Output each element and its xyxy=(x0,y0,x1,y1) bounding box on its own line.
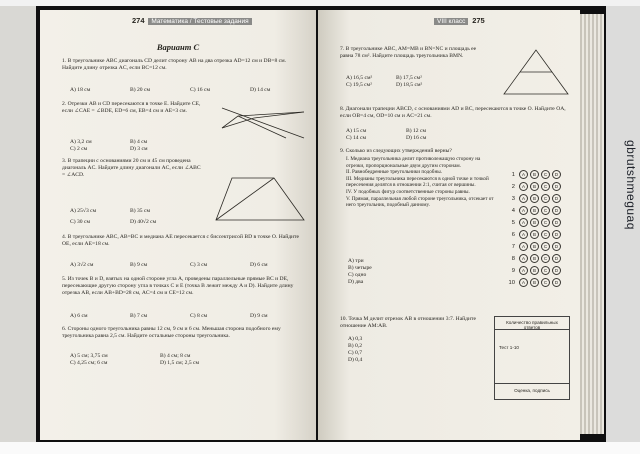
problem-4 xyxy=(62,234,306,248)
problem-9-answer-c: C) одно xyxy=(348,272,367,278)
bubble-7-b[interactable]: B xyxy=(530,242,539,251)
problem-4-text: 4. В треугольнике ABC, AB=BC и медиана AE пересекается с биссектрисой BD в точке O. Найдите OE, если AE=18 см. xyxy=(62,234,299,248)
problem-3-answer-c: C) 30 см xyxy=(70,219,91,225)
problem-1-answer-d: D) 14 см xyxy=(250,87,271,93)
problem-10-text: 10. Точка M делит отрезок AB в отношении 3:7. Найдите отношение AM:AB. xyxy=(340,316,476,330)
bubble-4-c[interactable]: C xyxy=(541,206,550,215)
bubble-row-9 xyxy=(506,266,561,275)
problem-2-answer-c: C) 2 см xyxy=(70,146,88,152)
bubble-row-number: 8 xyxy=(511,255,515,262)
figure-crossing-segments xyxy=(216,100,312,146)
bubble-1-c[interactable]: C xyxy=(541,170,550,179)
bubble-row-1 xyxy=(506,170,561,179)
bubble-row-number: 1 xyxy=(511,171,515,178)
bubble-9-c[interactable]: C xyxy=(541,266,550,275)
problem-3-answer-a: A) 25√3 см xyxy=(70,208,97,214)
problem-5-answer-a: A) 6 см xyxy=(70,313,88,319)
problem-7-answer-b: B) 17,5 см² xyxy=(396,75,422,81)
statement-3: III. Медианы треугольника пересекаются в одной точке и точкой пересечения делятся в отношении 2:1, считая от вершины. xyxy=(346,175,489,189)
problem-1-answer-b: B) 20 см xyxy=(130,87,151,93)
problem-2-text: 2. Отрезки AB и CD пересекаются в точке E. Найдите CE, если ∠CAE = ∠BDE, ED=6 см, EB=4 см и AE=3 см. xyxy=(62,101,201,115)
bubble-row-number: 4 xyxy=(511,207,515,214)
figure-trapezoid xyxy=(208,168,312,228)
problem-3-text: 3. В трапеции с основаниями 20 см и 45 см проведена диагональ AC. Найдите длину диагонали AC, если ∠ABC = ∠ACD. xyxy=(62,158,201,179)
bubble-row-number: 5 xyxy=(511,219,515,226)
problem-10-answer-d: D) 0,4 xyxy=(348,357,363,363)
problem-10-answer-c: C) 0,7 xyxy=(348,350,362,356)
problem-5-answer-d: D) 9 см xyxy=(250,313,268,319)
bubble-10-d[interactable]: D xyxy=(552,278,561,287)
problem-3-answer-b: B) 35 см xyxy=(130,208,151,214)
bubble-2-a[interactable]: A xyxy=(519,182,528,191)
bubble-10-c[interactable]: C xyxy=(541,278,550,287)
problem-7-answer-d: D) 18,5 см² xyxy=(396,82,423,88)
problem-4-answer-d: D) 6 см xyxy=(250,262,268,268)
problem-1-text: 1. В треугольнике ABC диагональ CD делит сторону AB на два отрезка AD=12 см и DB=8 см. Найдите длину отрезка AC, если BC=12 см. xyxy=(62,58,287,72)
problem-3-answer-d: D) 40√2 см xyxy=(130,219,157,225)
bubble-4-d[interactable]: D xyxy=(552,206,561,215)
problem-4-answer-b: B) 9 см xyxy=(130,262,148,268)
problem-4-answer-a: A) 3√2 см xyxy=(70,262,94,268)
bubble-10-b[interactable]: B xyxy=(530,278,539,287)
bubble-7-c[interactable]: C xyxy=(541,242,550,251)
problem-8-answer-c: C) 14 см xyxy=(346,135,367,141)
bubble-1-d[interactable]: D xyxy=(552,170,561,179)
bubble-row-number: 7 xyxy=(511,243,515,250)
bubble-5-d[interactable]: D xyxy=(552,218,561,227)
problem-6-answer-a: A) 5 см; 3,75 см xyxy=(70,353,108,359)
problem-3 xyxy=(62,158,202,180)
bubble-row-number: 6 xyxy=(511,231,515,238)
grade-box-divider-bottom xyxy=(495,383,569,384)
problem-1 xyxy=(62,58,306,72)
bubble-5-c[interactable]: C xyxy=(541,218,550,227)
right-header-band: VIII класс xyxy=(434,18,468,25)
problem-7-text: 7. В треугольнике ABC, AM=MB и BN=NC и площадь ее равна 78 см². Найдите площадь треугольника BMN. xyxy=(340,46,477,60)
bubble-7-a[interactable]: A xyxy=(519,242,528,251)
problem-9-answer-d: D) два xyxy=(348,279,364,285)
problem-8-answer-b: B) 12 см xyxy=(406,128,427,134)
problem-9-statements xyxy=(346,156,496,209)
problem-1-answer-a: A) 18 см xyxy=(70,87,91,93)
problem-2-answer-a: A) 3,2 см xyxy=(70,139,92,145)
problem-4-answer-c: C) 3 см xyxy=(190,262,208,268)
left-running-header xyxy=(132,16,254,25)
problem-10 xyxy=(340,316,490,330)
problem-2-answer-b: B) 4 см xyxy=(130,139,148,145)
bubble-2-d[interactable]: D xyxy=(552,182,561,191)
problem-8-text: 8. Диагонали трапеции ABCD, с основаниями AD и BC, пересекаются в точке O. Найдите OA, если OB=4 см, OD=10 см и AC=21 см. xyxy=(340,106,566,120)
bubble-row-number: 3 xyxy=(511,195,515,202)
problem-6-answer-c: C) 4,25 см; 6 см xyxy=(70,360,108,366)
problem-5-answer-b: B) 7 см xyxy=(130,313,148,319)
grade-box-title: Количество правильных ответов xyxy=(506,320,558,330)
problem-10-answer-a: A) 0,3 xyxy=(348,336,363,342)
variant-title: Вариант С xyxy=(156,42,200,52)
problem-10-answer-b: B) 0,2 xyxy=(348,343,362,349)
problem-8-answer-d: D) 16 см xyxy=(406,135,427,141)
bubble-row-8 xyxy=(506,254,561,263)
bubble-3-c[interactable]: C xyxy=(541,194,550,203)
right-running-header xyxy=(432,16,485,25)
table-surface-left xyxy=(0,6,36,442)
left-page xyxy=(40,10,316,440)
problem-7-answer-c: C) 19,5 см² xyxy=(346,82,372,88)
bubble-5-a[interactable]: A xyxy=(519,218,528,227)
problem-9-answer-b: B) четыре xyxy=(348,265,372,271)
bubble-2-c[interactable]: C xyxy=(541,182,550,191)
bubble-6-a[interactable]: A xyxy=(519,230,528,239)
statement-4: IV. У подобных фигур соответственные стороны равны. xyxy=(346,188,470,195)
statement-2: II. Равнобедренные треугольники подобны. xyxy=(346,169,442,176)
right-page xyxy=(318,10,580,440)
left-page-number: 274 xyxy=(132,16,145,25)
problem-8-answer-a: A) 15 см xyxy=(346,128,367,134)
statement-5: V. Прямая, параллельная любой стороне треугольника, отсекает от него треугольник, подобный данному. xyxy=(346,195,494,209)
bubble-row-number: 10 xyxy=(508,279,515,286)
problem-6 xyxy=(62,326,306,340)
grade-box-divider xyxy=(495,329,569,330)
problem-2-answer-d: D) 3 см xyxy=(130,146,148,152)
bubble-row-3 xyxy=(506,194,561,203)
problem-8 xyxy=(340,106,572,120)
right-page-number: 275 xyxy=(472,16,485,25)
bubble-1-a[interactable]: A xyxy=(519,170,528,179)
bubble-row-5 xyxy=(506,218,561,227)
bubble-row-number: 2 xyxy=(511,183,515,190)
bubble-row-7 xyxy=(506,242,561,251)
grade-box-footer: Оценка, подпись xyxy=(514,388,550,393)
left-header-band: Математика / Тестовые задания xyxy=(148,18,251,25)
bubble-row-number: 9 xyxy=(511,267,515,274)
grade-box xyxy=(494,316,570,400)
bubble-4-b[interactable]: B xyxy=(530,206,539,215)
problem-7 xyxy=(340,46,490,60)
bubble-2-b[interactable]: B xyxy=(530,182,539,191)
bubble-1-b[interactable]: B xyxy=(530,170,539,179)
bubble-5-b[interactable]: B xyxy=(530,218,539,227)
bubble-row-4 xyxy=(506,206,561,215)
problem-2 xyxy=(62,101,212,115)
problem-9-answer-a: A) три xyxy=(348,258,364,264)
problem-9-text: 9. Сколько из следующих утверждений верны? xyxy=(340,148,452,154)
problem-5-text: 5. Из точек B и D, взятых на одной стороне угла A, проведены параллельные прямые BC и DE, пересекающие другую сторону угла в точках C и E (точка B лежит между A и D). Найдите длину отрезка AB, если AB+BD=28 см, AC=4 см и CE=12 см. xyxy=(62,276,294,297)
bubble-7-d[interactable]: D xyxy=(552,242,561,251)
problem-6-answer-b: B) 4 см; 8 см xyxy=(160,353,191,359)
statement-1: I. Медиана треугольника делит противолежащую сторону на отрезки, пропорциональные двум другим сторонам. xyxy=(346,156,481,169)
bubble-9-b[interactable]: B xyxy=(530,266,539,275)
figure-triangle-midline xyxy=(498,44,574,100)
bubble-3-a[interactable]: A xyxy=(519,194,528,203)
problem-9 xyxy=(340,148,500,155)
bubble-9-d[interactable]: D xyxy=(552,266,561,275)
bubble-3-b[interactable]: B xyxy=(530,194,539,203)
side-text: gbrutshmeguaq xyxy=(624,140,638,230)
problem-6-text: 6. Стороны одного треугольника равны 12 см, 9 см и 6 см. Меньшая сторона подобного ему треугольника равна 2,5 см. Найдите остальные стороны треугольника. xyxy=(62,326,281,340)
bottom-bar xyxy=(0,442,640,454)
bubble-9-a[interactable]: A xyxy=(519,266,528,275)
bubble-8-a[interactable]: A xyxy=(519,254,528,263)
bubble-10-a[interactable]: A xyxy=(519,278,528,287)
grade-box-test-label: Тест 1-10 xyxy=(499,345,519,350)
problem-6-answer-d: D) 1,5 см; 2,5 см xyxy=(160,360,200,366)
bubble-8-d[interactable]: D xyxy=(552,254,561,263)
top-bar xyxy=(0,0,640,6)
problem-1-answer-c: C) 16 см xyxy=(190,87,211,93)
bubble-4-a[interactable]: A xyxy=(519,206,528,215)
bubble-6-c[interactable]: C xyxy=(541,230,550,239)
bubble-row-6 xyxy=(506,230,561,239)
bubble-row-10 xyxy=(506,278,561,287)
problem-7-answer-a: A) 16,5 см² xyxy=(346,75,373,81)
bubble-3-d[interactable]: D xyxy=(552,194,561,203)
problem-5 xyxy=(62,276,306,298)
bubble-8-b[interactable]: B xyxy=(530,254,539,263)
bubble-6-b[interactable]: B xyxy=(530,230,539,239)
bubble-6-d[interactable]: D xyxy=(552,230,561,239)
bubble-8-c[interactable]: C xyxy=(541,254,550,263)
bubble-row-2 xyxy=(506,182,561,191)
problem-5-answer-c: C) 8 см xyxy=(190,313,208,319)
page-stack-edge xyxy=(580,14,604,434)
